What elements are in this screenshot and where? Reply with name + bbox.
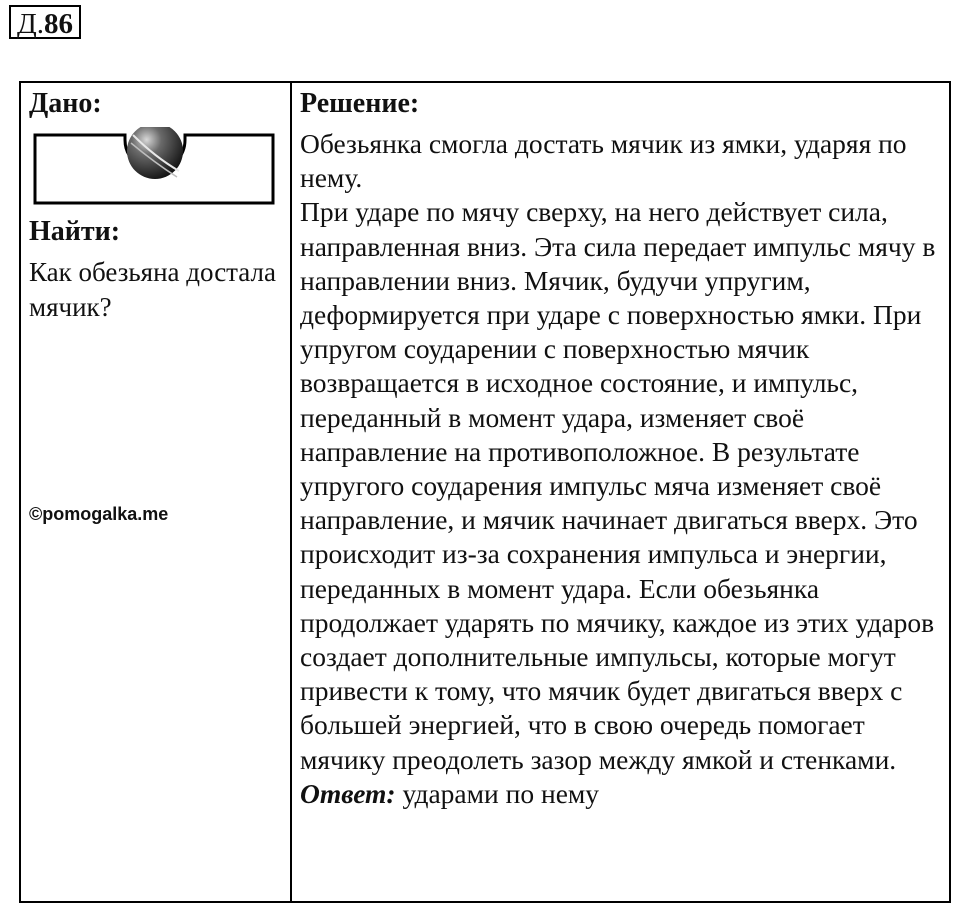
solution-text xyxy=(300,127,945,777)
given-heading: Дано: xyxy=(29,88,102,119)
problem-number: 86 xyxy=(44,8,74,40)
find-question: Как обезьяна достала мячик? xyxy=(29,257,276,322)
problem-label xyxy=(9,5,81,39)
solution-paragraph: Обезьянка смогла достать мячик из ямки, ударяя по нему. xyxy=(300,128,907,194)
find-heading: Найти: xyxy=(29,216,121,247)
column-divider xyxy=(290,83,292,901)
solution-table xyxy=(19,81,951,903)
watermark: ©pomogalka.me xyxy=(29,504,169,524)
solution-column xyxy=(300,87,945,811)
solution-paragraph: При ударе по мячу сверху, на него действует сила, направленная вниз. Эта сила передает импульс мячу в направлении вниз. Мячик, будучи упругим, деформируется при ударе с поверхностью ямки. При упругом соударении с поверхностью мячик возвращается в исходное состояние, и импульс, переданный в момент удара, изменяет своё направление на противоположное. В результате упругого соударения импульс мяча изменяет своё направление, и мячик начинает двигаться вверх. Это происходит из-за сохранения импульса и энергии, переданных в момент удара. Если обезьянка продолжает ударять по мячику, каждое из этих ударов создает дополнительные импульсы, которые могут привести к тому, что мячик будет двигаться вверх с большей энергией, что в свою очередь помогает мячику преодолеть зазор между ямкой и стенками. xyxy=(300,196,936,775)
ball-in-pit-icon xyxy=(33,127,275,205)
given-column xyxy=(29,87,284,325)
problem-prefix: Д. xyxy=(17,8,45,40)
answer-label: Ответ: xyxy=(300,777,396,809)
answer-line xyxy=(300,777,945,811)
solution-heading: Решение: xyxy=(300,88,420,119)
answer-text: ударами по нему xyxy=(395,777,600,809)
